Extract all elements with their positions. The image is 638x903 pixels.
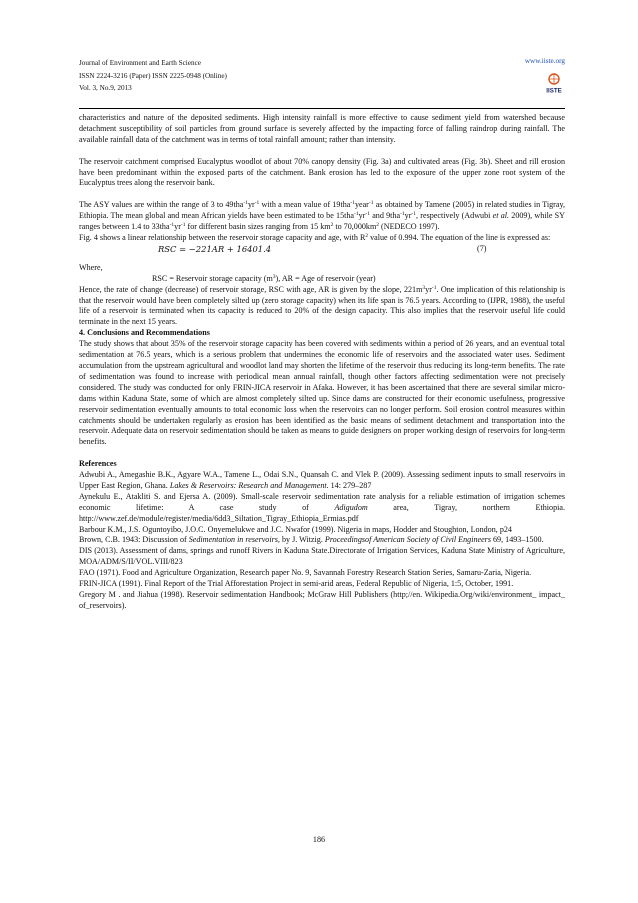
- iiste-logo: [543, 72, 565, 94]
- reference-item: Barbour K.M., J.S. Oguntoyibo, J.O.C. Onyemelukwe and J.C. Nwafor (1999). Nigeria in maps, Hodder and Stoughton, London, p24: [79, 524, 512, 534]
- references-heading: References: [79, 459, 117, 469]
- page-number: 186: [312, 835, 326, 844]
- logo-text: IISTE: [546, 87, 562, 94]
- where-definition: RSC = Reservoir storage capacity $(m^3)$, AR = Age of reservoir (year): [152, 273, 376, 283]
- paragraph-1: characteristics and nature of the deposited sediments. High intensity rainfall is more effective to cause sediment yield from watershed because detachment susceptibility of soil particles from ground surface is severely affected by the impacting force of falling raindrop during rainfall. The available rainfall data of the catchment was in terms of total rainfall amount; rather than intensity.: [79, 113, 565, 144]
- reference-item: Gregory M . and Jiahua (1998). Reservoir sedimentation Handbook; McGraw Hill Publishers (http;//en. Wikipedia.Org/wiki/environment_ impact_ of_reservoirs).: [79, 590, 565, 610]
- journal-url-link[interactable]: www.iiste.org: [524, 57, 565, 65]
- paragraph-2: The reservoir catchment comprised Eucalyptus woodlot of about 70% canopy density (Fig. 3a) and cultivated areas (Fig. 3b). Sheet and rill erosion have been predominant within the exposed parts of the catchment. Bank erosion has led to the exposure of the upper zone root system of the Eucalyptus trees along the reservoir bank.: [79, 156, 565, 188]
- page-header: [79, 57, 565, 107]
- paragraph-6: The study shows that about 35% of the reservoir storage capacity has been covered with sediments within a period of 26 years, and an eventual total sedimentation at 76.5 years, which is a serious problem that undermines the economic life of reservoirs and the associated water uses. Sediment accumulation from the upstream agricultural and woodlot land may shorten the lifetime of the reservoir thus reducing its long-term benefits. The rate of sedimentation was found to increase with periodical mean annual rainfall, though other factors affecting sedimentation were not precisely considered. The study was conducted for only FRIN-JICA reservoir in Afaka. However, it has been ascertained that there are several similar micro-dams within Kaduna State, some of which are almost completely silted up. Since dams are constructed for their economic usefulness, progressive reservoir sedimentation eventually amounts to total economic loss when the reservoirs can no longer perform. Soil erosion control measures within catchments should be undertaken regularly as erosion has been identified as the basic means of sediment detachment and transportation into the reservoir. Adequate data on reservoir sedimentation should be taken as means to guide designers on proper working design of reservoirs for long-term benefits.: [79, 339, 565, 447]
- journal-name: Journal of Environment and Earth Science: [79, 59, 201, 67]
- reference-list: [79, 470, 565, 612]
- reference-item: FAO (1971). Food and Agriculture Organization, Research paper No. 9, Savannah Forestry Research Station Series, Samaru-Zaria, Nigeria.: [79, 568, 532, 578]
- body-text: [79, 113, 565, 612]
- equation-body: RSC = −221AR + 16401.4: [158, 243, 272, 254]
- equation-number: (7): [477, 243, 487, 253]
- paragraph-3: The ASY values are within the range of 3 to $49tha^{-1}yr^{-1}$ with a mean value of 19tha$^{-1}$year$^{-1}$ as obtained by Tamene (2005) in related studies in Tigray, Ethiopia. The mean global and mean African yields have been estimated to be $15tha^{-1}yr^{-1}$ and $9tha^{-1}yr^{-1}$, respectively (Adwubi et al. 2009), while SY ranges between 1.4 to $33tha^{-1}yr^{-1}$ for different basin sizes ranging from 15 $km^2$ to $70,000km^2$ (NEDECO 1997).: [79, 200, 566, 232]
- paragraph-4: Fig. 4 shows a linear relationship between the reservoir storage capacity and age, with $R^2$ value of 0.994. The equation of the line is expressed as:: [79, 232, 551, 242]
- header-rule: [79, 108, 565, 109]
- reference-item: Aynekulu E., Atakliti S. and Ejersa A. (2009). Small-scale reservoir sedimentation rate analysis for a reliable estimation of irrigation schemes economic lifetime: A case study of Adigudom area, Tigray, northern Ethiopia. http://www.zef.de/module/register/media/6dd3_Siltation_Tigray_Ethiopia_Ermias.pdf: [79, 491, 565, 523]
- equation-7: [79, 244, 565, 257]
- journal-issn: ISSN 2224-3216 (Paper) ISSN 2225-0948 (Online): [79, 71, 227, 80]
- reference-item: DIS (2013). Assessment of dams, springs and runoff Rivers in Kaduna State.Directorate of Irrigation Services, Kaduna State Ministry of Agriculture, MOA/ADM/S/II/VOL.VIII/823: [79, 546, 565, 567]
- reference-item: FRIN-JICA (1991). Final Report of the Trial Afforestation Project in semi-arid areas, Federal Republic of Nigeria, 1:5, October, 1991.: [79, 579, 514, 589]
- where-label: Where,: [79, 262, 103, 272]
- reference-item: Brown, C.B. 1943: Discussion of Sedimentation in reservoirs, by J. Witzig. Proceedingsof American Society of Civil Engineers 69, 1493–1500.: [79, 535, 544, 545]
- paragraph-5: Hence, the rate of change (decrease) of reservoir storage, RSC with age, AR is given by the slope, $221m^3yr^{-1}$. One implication of this relationship is that the reservoir would have been completely silted up (zero storage capacity) when its life span is 76.5 years. According to (IJPR, 1988), the useful life of a reservoir is terminated when its capacity is reduced to 20% of the design capacity. This also implies that the reservoir useful life could terminate in the next 15 years.: [79, 284, 565, 327]
- section-heading: 4. Conclusions and Recommendations: [79, 328, 210, 338]
- journal-volume: Vol. 3, No.9, 2013: [79, 84, 132, 92]
- reference-item: Adwubi A., Amegashie B.K., Agyare W.A., Tamene L., Odai S.N., Quansah C. and Vlek P. (2009). Assessing sediment inputs to small reservoirs in Upper East Region, Ghana. Lakes & Reservoirs: Research and Management. 14: 279–287: [79, 470, 565, 490]
